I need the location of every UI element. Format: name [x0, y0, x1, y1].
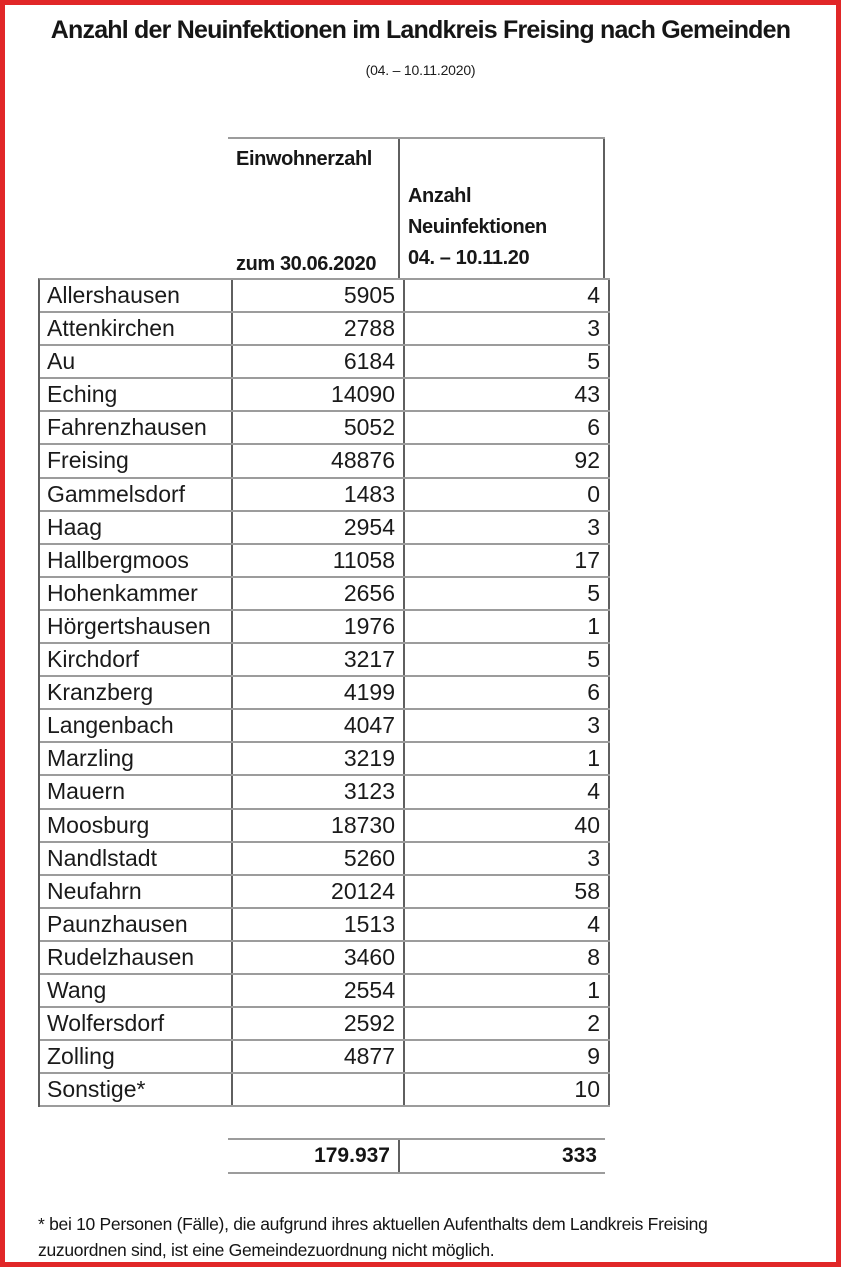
- municipality-cell: Rudelzhausen: [40, 942, 233, 973]
- population-cell: 1483: [233, 479, 405, 510]
- infections-cell: 17: [405, 545, 610, 576]
- footnote-line-2: zuzuordnen sind, ist eine Gemeindezuordnung nicht möglich.: [38, 1240, 495, 1260]
- population-cell: 2656: [233, 578, 405, 609]
- municipality-cell: Au: [40, 346, 233, 377]
- municipality-cell: Wolfersdorf: [40, 1008, 233, 1039]
- municipality-cell: Langenbach: [40, 710, 233, 741]
- infections-cell: 3: [405, 843, 610, 874]
- infections-cell: 40: [405, 810, 610, 841]
- municipality-cell: Moosburg: [40, 810, 233, 841]
- table-row: [40, 280, 610, 313]
- municipality-cell: Zolling: [40, 1041, 233, 1072]
- header-population-cell: [228, 139, 400, 278]
- infections-cell: 4: [405, 909, 610, 940]
- population-cell: 3219: [233, 743, 405, 774]
- header-population-title: Einwohnerzahl: [236, 148, 372, 170]
- municipality-cell: Neufahrn: [40, 876, 233, 907]
- population-cell: 5052: [233, 412, 405, 443]
- population-cell: 2788: [233, 313, 405, 344]
- population-cell: 14090: [233, 379, 405, 410]
- municipality-cell: Kranzberg: [40, 677, 233, 708]
- municipality-cell: Allershausen: [40, 280, 233, 311]
- municipality-cell: Gammelsdorf: [40, 479, 233, 510]
- population-cell: 1513: [233, 909, 405, 940]
- municipality-cell: Mauern: [40, 776, 233, 807]
- infections-cell: 3: [405, 710, 610, 741]
- population-cell: [233, 1074, 405, 1105]
- infections-cell: 10: [405, 1074, 610, 1105]
- footnote: [38, 1211, 808, 1263]
- infections-cell: 2: [405, 1008, 610, 1039]
- header-infections-cell: [400, 139, 605, 278]
- table-row: [40, 743, 610, 776]
- table-row: [40, 1041, 610, 1074]
- infections-cell: 58: [405, 876, 610, 907]
- table-row: [40, 810, 610, 843]
- infections-cell: 8: [405, 942, 610, 973]
- municipality-cell: Nandlstadt: [40, 843, 233, 874]
- table-row: [40, 1008, 610, 1041]
- table-row: [40, 776, 610, 809]
- table-row: [40, 942, 610, 975]
- table-row: [40, 644, 610, 677]
- population-cell: 4199: [233, 677, 405, 708]
- table-body: [38, 278, 610, 1107]
- table-header: [228, 137, 605, 278]
- municipality-cell: Hohenkammer: [40, 578, 233, 609]
- infections-cell: 5: [405, 346, 610, 377]
- table-row: [40, 445, 610, 478]
- table-row: [40, 677, 610, 710]
- header-infections-line-2: Neuinfektionen: [408, 216, 547, 238]
- table-row: [40, 1074, 610, 1107]
- municipality-cell: Wang: [40, 975, 233, 1006]
- population-cell: 5260: [233, 843, 405, 874]
- infections-cell: 3: [405, 313, 610, 344]
- infections-cell: 1: [405, 611, 610, 642]
- footnote-line-1: * bei 10 Personen (Fälle), die aufgrund ihres aktuellen Aufenthalts dem Landkreis Freising: [38, 1214, 708, 1234]
- municipality-cell: Hörgertshausen: [40, 611, 233, 642]
- infections-cell: 0: [405, 479, 610, 510]
- municipality-cell: Marzling: [40, 743, 233, 774]
- population-cell: 11058: [233, 545, 405, 576]
- table-row: [40, 412, 610, 445]
- municipality-cell: Fahrenzhausen: [40, 412, 233, 443]
- totals-row: [228, 1138, 605, 1174]
- municipality-cell: Paunzhausen: [40, 909, 233, 940]
- table-row: [40, 975, 610, 1008]
- municipality-cell: Hallbergmoos: [40, 545, 233, 576]
- table-row: [40, 346, 610, 379]
- population-cell: 5905: [233, 280, 405, 311]
- municipality-cell: Freising: [40, 445, 233, 476]
- municipality-cell: Haag: [40, 512, 233, 543]
- table-row: [40, 512, 610, 545]
- header-infections-line-3: 04. – 10.11.20: [408, 247, 530, 269]
- infections-cell: 5: [405, 578, 610, 609]
- table-row: [40, 611, 610, 644]
- population-cell: 4047: [233, 710, 405, 741]
- table-row: [40, 876, 610, 909]
- table-row: [40, 313, 610, 346]
- infections-cell: 1: [405, 975, 610, 1006]
- table-row: [40, 710, 610, 743]
- infections-cell: 43: [405, 379, 610, 410]
- population-cell: 20124: [233, 876, 405, 907]
- header-population-date: zum 30.06.2020: [236, 253, 377, 275]
- municipality-cell: Attenkirchen: [40, 313, 233, 344]
- municipality-cell: Kirchdorf: [40, 644, 233, 675]
- infections-cell: 9: [405, 1041, 610, 1072]
- municipality-cell: Sonstige*: [40, 1074, 233, 1105]
- population-cell: 6184: [233, 346, 405, 377]
- population-cell: 4877: [233, 1041, 405, 1072]
- population-cell: 2954: [233, 512, 405, 543]
- population-cell: 2554: [233, 975, 405, 1006]
- infections-cell: 6: [405, 412, 610, 443]
- population-cell: 2592: [233, 1008, 405, 1039]
- population-cell: 48876: [233, 445, 405, 476]
- infections-cell: 6: [405, 677, 610, 708]
- infections-cell: 5: [405, 644, 610, 675]
- table-row: [40, 578, 610, 611]
- population-cell: 3460: [233, 942, 405, 973]
- table-row: [40, 379, 610, 412]
- population-cell: 1976: [233, 611, 405, 642]
- table-row: [40, 545, 610, 578]
- infections-cell: 3: [405, 512, 610, 543]
- page-subtitle: (04. – 10.11.2020): [365, 62, 476, 78]
- population-cell: 18730: [233, 810, 405, 841]
- infections-cell: 1: [405, 743, 610, 774]
- table-row: [40, 479, 610, 512]
- total-population: 179.937: [228, 1140, 400, 1172]
- infections-cell: 4: [405, 776, 610, 807]
- table-row: [40, 909, 610, 942]
- table-row: [40, 843, 610, 876]
- population-cell: 3217: [233, 644, 405, 675]
- municipality-cell: Eching: [40, 379, 233, 410]
- header-infections-line-1: Anzahl: [408, 185, 472, 207]
- infections-cell: 4: [405, 280, 610, 311]
- infections-cell: 92: [405, 445, 610, 476]
- page-title: Anzahl der Neuinfektionen im Landkreis Freising nach Gemeinden: [50, 16, 791, 44]
- total-infections: 333: [561, 1144, 597, 1167]
- population-cell: 3123: [233, 776, 405, 807]
